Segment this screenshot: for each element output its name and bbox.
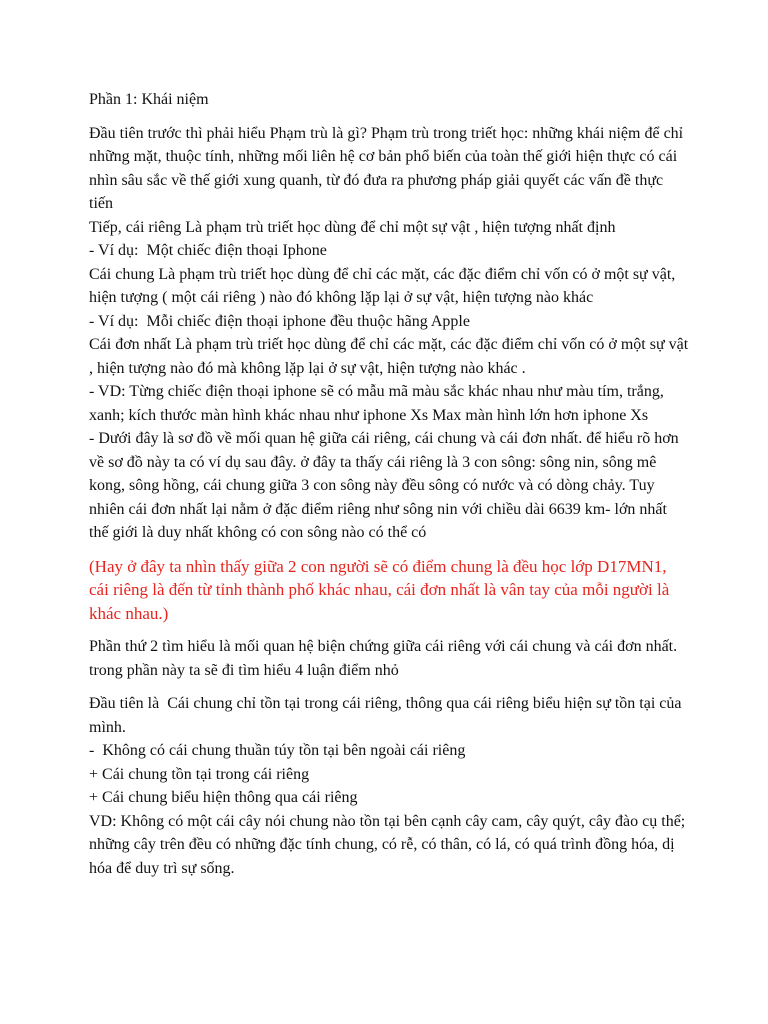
diagram-paragraph: - Dưới đây là sơ đồ về mối quan hệ giữa cái riêng, cái chung và cái đơn nhất. để hiểu rõ hơn về sơ đồ này ta có ví dụ sau đây. ở đây ta thấy cái riêng là 3 con sông: sông nin, sông mê kong, sông hồng, cái chung giữa 3 con sông này đều sông có nước và có dòng chảy. Tuy nhiên cái đơn nhất lại nằm ở đặc điểm riêng như sông nin với chiều dài 6639 km- lớn nhất thế giới là duy nhất không có con sông nào có thể có (89, 430, 683, 541)
donnhat-definition: Cái đơn nhất Là phạm trù triết học dùng để chỉ các mặt, các đặc điểm chỉ vốn có ở một sự vật , hiện tượng nào đó mà không lặp lại ở sự vật, hiện tượng nào khác . (89, 336, 693, 377)
donnhat-example: - VD: Từng chiếc điện thoại iphone sẽ có mẫu mã màu sắc khác nhau như màu tím, trắng, xanh; kích thước màn hình khác nhau như iphone Xs Max màn hình lớn hơn iphone Xs (89, 383, 668, 424)
spacer (89, 682, 689, 692)
point1-paragraph: Đầu tiên là Cái chung chỉ tồn tại trong cái riêng, thông qua cái riêng biểu hiện sự tồn tại của mình. (89, 695, 686, 736)
rieng-definition: Tiếp, cái riêng Là phạm trù triết học dùng để chỉ một sự vật , hiện tượng nhất định (89, 218, 616, 236)
section-heading: Phần 1: Khái niệm (89, 91, 209, 108)
bullet-item: - Không có cái chung thuần túy tồn tại bên ngoài cái riêng (89, 742, 466, 759)
bullet-item: + Cái chung biểu hiện thông qua cái riêng (89, 789, 358, 806)
chung-example: - Ví dụ: Mỗi chiếc điện thoại iphone đều thuộc hãng Apple (89, 312, 470, 330)
document-page (89, 88, 693, 880)
red-note-paragraph: (Hay ở đây ta nhìn thấy giữa 2 con người sẽ có điểm chung là đều học lớp D17MN1, cái riêng là đến từ tỉnh thành phố khác nhau, cái đơn nhất là vân tay của mỗi người là khác nhau.) (89, 556, 674, 623)
part2-paragraph: Phần thứ 2 tìm hiểu là mối quan hệ biện chứng giữa cái riêng với cái chung và cái đơn nhất. trong phần này ta sẽ đi tìm hiểu 4 luận điểm nhỏ (89, 638, 682, 679)
spacer (89, 545, 689, 555)
bullet-item: + Cái chung tồn tại trong cái riêng (89, 765, 310, 783)
final-example-paragraph: VD: Không có một cái cây nói chung nào tồn tại bên cạnh cây cam, cây quýt, cây đào cụ thể; những cây trên đều có những đặc tính chung, có rễ, có thân, có lá, có quá trình đồng hóa, dị hóa để duy trì sự sống. (89, 812, 690, 877)
rieng-example: - Ví dụ: Một chiếc điện thoại Iphone (89, 242, 327, 259)
chung-definition: Cái chung Là phạm trù triết học dùng để chỉ các mặt, các đặc điểm chỉ vốn có ở một sự vật, hiện tượng ( một cái riêng ) nào đó không lặp lại ở sự vật, hiện tượng nào khác (89, 265, 680, 306)
intro-paragraph: Đầu tiên trước thì phải hiểu Phạm trù là gì? Phạm trù trong triết học: những khái niệm để chỉ những mặt, thuộc tính, những mối liên hệ cơ bản phổ biến của toàn thế giới hiện thực có cái nhìn sâu sắc về thế giới xung quanh, từ đó đưa ra phương pháp giải quyết các vấn đề thực tiến (89, 124, 688, 212)
spacer (89, 112, 689, 122)
spacer (89, 625, 689, 635)
